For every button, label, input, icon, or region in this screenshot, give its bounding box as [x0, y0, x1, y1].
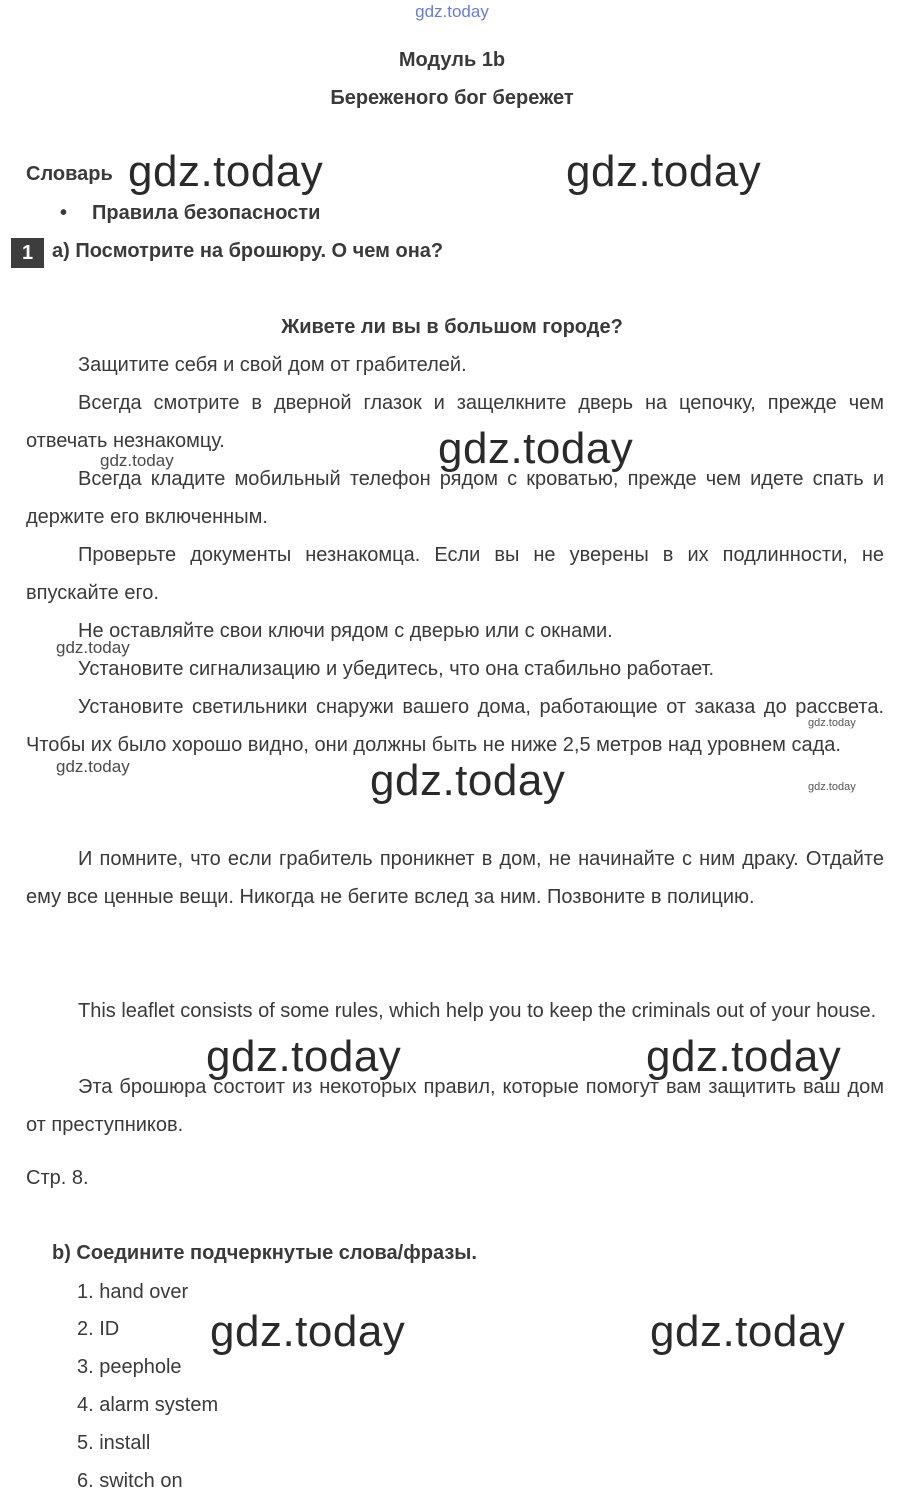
list-item: 4. alarm system [77, 1394, 219, 1416]
bullet-item: Правила безопасности [92, 202, 321, 224]
exercise-number: 1 [11, 238, 44, 268]
list-item: 3. peephole [77, 1356, 182, 1378]
bullet-icon: • [60, 202, 68, 224]
leaflet-paragraph: Не оставляйте свои ключи рядом с дверью или с окнами. [78, 620, 613, 642]
leaflet-paragraph: Установите светильники снаружи вашего дома, работающие от заказа до рассвета. Чтобы их было хорошо видно, они должны быть не ниже 2,5 метров над уровнем сада. [26, 696, 884, 756]
leaflet-paragraph: Проверьте документы незнакомца. Если вы не уверены в их подлинности, не впускайте его. [26, 544, 884, 604]
list-item: 2. ID [77, 1318, 120, 1340]
list-item: 6. switch on [77, 1470, 183, 1492]
watermark-small: gdz.today [56, 757, 130, 776]
watermark-tiny: gdz.today [808, 717, 856, 729]
answer-russian: Эта брошюра состоит из некоторых правил, которые помогут вам защитить ваш дом от преступников. [26, 1076, 884, 1136]
list-item: 1. hand over [77, 1281, 189, 1303]
watermark-large: gdz.today [438, 424, 634, 473]
task-a: a) Посмотрите на брошюру. О чем она? [52, 240, 444, 262]
watermark-small: gdz.today [100, 451, 174, 470]
watermark-large: gdz.today [210, 1307, 406, 1356]
vocabulary-heading: Словарь [26, 163, 113, 185]
leaflet-paragraph: Всегда кладите мобильный телефон рядом с кроватью, прежде чем идете спать и держите его включенным. [26, 468, 884, 528]
top-watermark: gdz.today [415, 2, 489, 21]
leaflet-paragraph: Всегда смотрите в дверной глазок и защелкните дверь на цепочку, прежде чем отвечать незнакомцу. [26, 392, 884, 452]
watermark-tiny: gdz.today [808, 781, 856, 793]
leaflet-title: Живете ли вы в большом городе? [281, 316, 623, 338]
leaflet-paragraph: И помните, что если грабитель проникнет в дом, не начинайте с ним драку. Отдайте ему все ценные вещи. Никогда не бегите вслед за ним. Позвоните в полицию. [26, 848, 884, 908]
list-item: 5. install [77, 1432, 151, 1454]
page-reference: Стр. 8. [26, 1167, 89, 1189]
watermark-large: gdz.today [566, 147, 762, 196]
page-subtitle: Береженого бог бережет [330, 87, 574, 109]
leaflet-paragraph: Защитите себя и свой дом от грабителей. [78, 354, 467, 376]
watermark-large: gdz.today [128, 147, 324, 196]
leaflet-paragraph: Установите сигнализацию и убедитесь, что она стабильно работает. [78, 658, 715, 680]
watermark-large: gdz.today [370, 756, 566, 805]
watermark-large: gdz.today [650, 1307, 846, 1356]
watermark-large: gdz.today [206, 1032, 402, 1081]
answer-english: This leaflet consists of some rules, which help you to keep the criminals out of your house. [78, 1000, 877, 1022]
module-title: Модуль 1b [398, 49, 506, 71]
watermark-small: gdz.today [56, 638, 130, 657]
watermark-large: gdz.today [646, 1032, 842, 1081]
task-b: b) Соедините подчеркнутые слова/фразы. [52, 1242, 477, 1264]
